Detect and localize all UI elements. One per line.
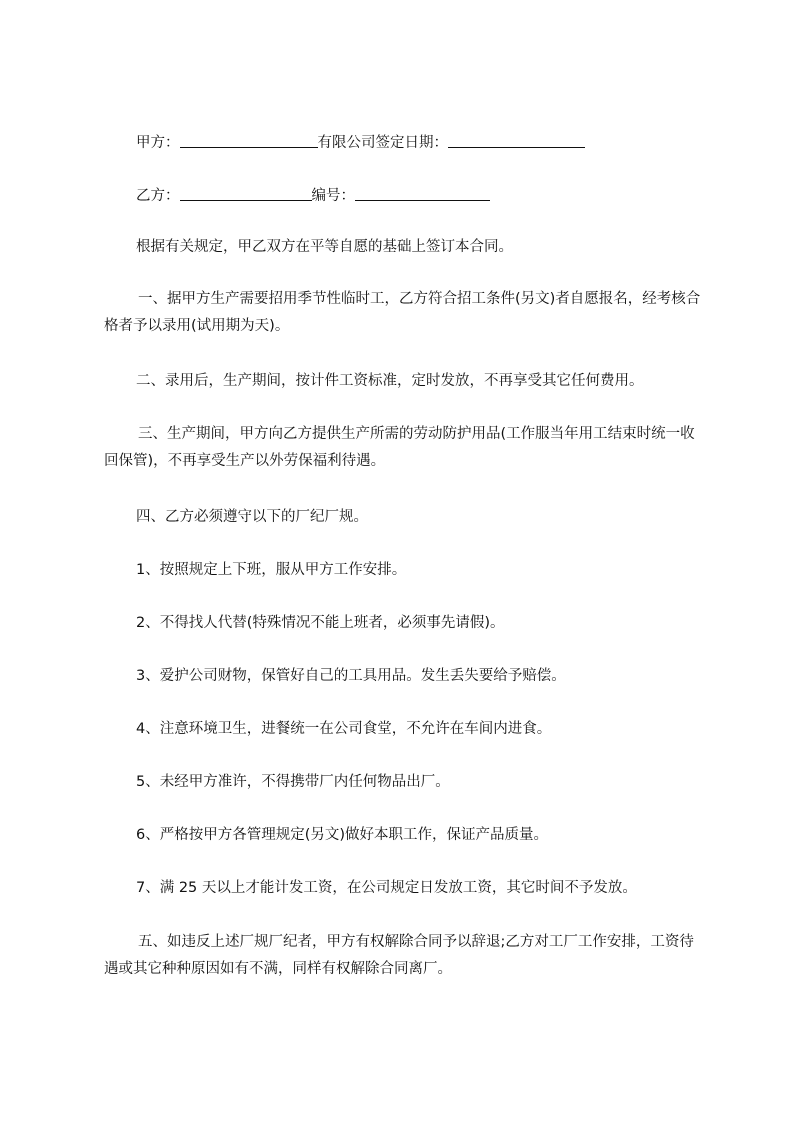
party-b-blank xyxy=(180,185,312,201)
rule-6: 6、严格按甲方各管理规定(另文)做好本职工作，保证产品质量。 xyxy=(136,827,549,843)
sign-date-blank xyxy=(448,132,585,148)
rule-1: 1、按照规定上下班，服从甲方工作安排。 xyxy=(136,562,407,578)
clause-1: 一、据甲方生产需要招用季节性临时工，乙方符合招工条件(另文)者自愿报名，经考核合格者予以录用(试用期为天)。 xyxy=(104,291,701,334)
party-a-suffix: 有限公司签定日期： xyxy=(317,135,448,151)
intro-paragraph: 根据有关规定，甲乙双方在平等自愿的基础上签订本合同。 xyxy=(136,239,513,255)
rule-3: 3、爱护公司财物，保管好自己的工具用品。发生丢失要给予赔偿。 xyxy=(136,668,566,684)
rule-2: 2、不得找人代替(特殊情况不能上班者，必须事先请假)。 xyxy=(136,615,505,631)
party-b-line xyxy=(136,185,490,206)
party-b-label: 乙方： xyxy=(136,188,180,204)
clause-3: 三、生产期间，甲方向乙方提供生产所需的劳动防护用品(工作服当年用工结束时统一收回保管)，不再享受生产以外劳保福利待遇。 xyxy=(104,426,695,469)
clause-2: 二、录用后，生产期间，按计件工资标准，定时发放，不再享受其它任何费用。 xyxy=(136,373,644,389)
rule-7: 7、满 25 天以上才能计发工资，在公司规定日发放工资，其它时间不予发放。 xyxy=(136,880,637,896)
party-a-label: 甲方： xyxy=(136,135,180,151)
party-a-blank xyxy=(180,132,318,148)
clause-5: 五、如违反上述厂规厂纪者，甲方有权解除合同予以辞退;乙方对工厂工作安排，工资待遇或其它种种原因如有不满，同样有权解除合同离厂。 xyxy=(104,934,694,977)
clause-4: 四、乙方必须遵守以下的厂纪厂规。 xyxy=(136,509,368,525)
rule-4: 4、注意环境卫生，进餐统一在公司食堂，不允许在车间内进食。 xyxy=(136,721,552,737)
number-label: 编号： xyxy=(311,188,355,204)
number-blank xyxy=(355,185,490,201)
rule-5: 5、未经甲方准许，不得携带厂内任何物品出厂。 xyxy=(136,774,450,790)
party-a-line xyxy=(136,132,585,153)
